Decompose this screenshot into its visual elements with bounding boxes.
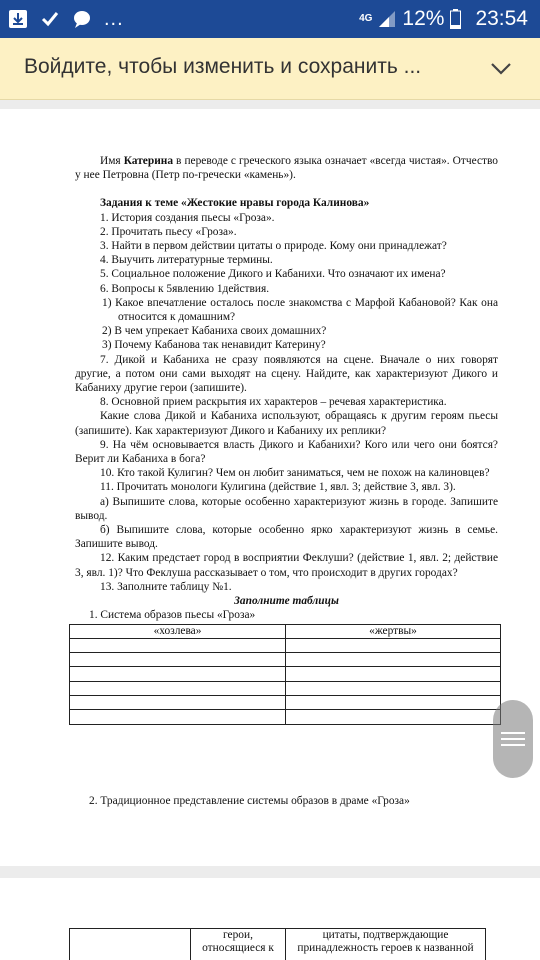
table-row bbox=[70, 667, 501, 681]
table-row bbox=[70, 695, 501, 709]
intro-bold-name: Катерина bbox=[123, 155, 174, 167]
question-5: 5. Социальное положение Дикого и Кабанихи. Что означают их имена? bbox=[100, 268, 446, 281]
table-row bbox=[70, 929, 486, 960]
signal-icon bbox=[378, 10, 396, 28]
table-row bbox=[70, 681, 501, 695]
sign-in-banner[interactable] bbox=[0, 38, 540, 100]
sign-in-message[interactable]: Войдите, чтобы изменить и сохранить ... bbox=[24, 55, 422, 78]
table-header-row bbox=[70, 624, 501, 638]
question-13: 13. Заполните таблицу №1. bbox=[100, 580, 232, 593]
document-content bbox=[75, 154, 498, 725]
question-9: 9. На чём основывается власть Дикого и Кабанихи? Кого или чего они боятся? Верит ли Кабаниха в бога? bbox=[75, 438, 498, 466]
table-2-caption: 2. Традиционное представление системы образов в драме «Гроза» bbox=[89, 795, 410, 807]
question-11a: а) Выпишите слова, которые особенно характеризуют жизнь в городе. Запишите вывод. bbox=[75, 495, 498, 522]
question-8: 8. Основной прием раскрытия их характеров – речевая характеристика. bbox=[100, 396, 447, 409]
notification-icons bbox=[8, 7, 124, 31]
scroll-handle[interactable] bbox=[493, 700, 533, 778]
question-12: 12. Каким предстает город в восприятии Феклуши? (действие 1, явл. 2; действие 3, явл. 1)? Что Феклуша рассказывает о том, что происходит в других городах? bbox=[75, 552, 498, 579]
question-6-1: 1) Какое впечатление осталось после знакомства с Марфой Кабановой? Как она относится к домашним? bbox=[102, 296, 498, 324]
system-table bbox=[69, 928, 486, 960]
question-6-3: 3) Почему Кабанова так ненавидит Катерину? bbox=[102, 339, 326, 352]
question-11: 11. Прочитать монологи Кулигина (действие 1, явл. 3; действие 3, явл. 3). bbox=[100, 481, 456, 494]
intro-paragraph bbox=[75, 154, 498, 182]
intro-text-rest: в переводе с греческого языка означает «всегда чистая». Отчество у нее Петровна (Петр по-гречески «камень»). bbox=[75, 155, 498, 182]
clock: 23:54 bbox=[475, 7, 528, 30]
question-6-2: 2) В чем упрекает Кабаниха своих домашних? bbox=[102, 325, 327, 338]
question-3: 3. Найти в первом действии цитаты о природе. Кому они принадлежат? bbox=[100, 240, 447, 253]
document-page bbox=[0, 109, 540, 866]
more-notifications: ... bbox=[104, 8, 124, 30]
characters-table bbox=[69, 624, 501, 725]
network-type: 4G bbox=[359, 13, 373, 24]
chevron-down-icon[interactable] bbox=[490, 62, 512, 76]
tasks-heading bbox=[75, 196, 498, 210]
table-1-caption: 1. Система образов пьесы «Гроза» bbox=[89, 609, 256, 622]
question-2: 2. Прочитать пьесу «Гроза». bbox=[100, 225, 237, 238]
chat-icon bbox=[72, 9, 92, 29]
battery-icon bbox=[450, 9, 461, 29]
table-row bbox=[70, 710, 501, 724]
question-1: 1. История создания пьесы «Гроза». bbox=[100, 211, 275, 224]
table-header-cell: герои, относящиеся к bbox=[191, 929, 286, 960]
question-10: 10. Кто такой Кулигин? Чем он любит заниматься, чем не похож на калиновцев? bbox=[100, 467, 490, 480]
status-indicators bbox=[359, 6, 528, 32]
tasks-heading-text: Задания к теме «Жестокие нравы города Калинова» bbox=[100, 197, 370, 210]
check-icon bbox=[40, 9, 60, 29]
table-header-cell: «жертвы» bbox=[286, 624, 501, 638]
document-page-2 bbox=[0, 878, 540, 960]
intro-text: Имя bbox=[100, 155, 124, 167]
status-bar bbox=[0, 0, 540, 38]
table-row bbox=[70, 638, 501, 652]
table-header-cell: «хозлева» bbox=[70, 624, 286, 638]
battery-percent: 12% bbox=[402, 7, 445, 30]
question-8b: Какие слова Дикой и Кабаниха используют, обращаясь к другим героям пьесы (запишите). Как характеризуют Дикого и Кабаниху их реплики? bbox=[75, 410, 498, 437]
question-11b: б) Выпишите слова, которые особенно ярко характеризуют жизнь в семье. Запишите вывод. bbox=[75, 524, 498, 551]
table-title: Заполните таблицы bbox=[234, 595, 339, 608]
question-4: 4. Выучить литературные термины. bbox=[100, 254, 273, 267]
question-6: 6. Вопросы к 5явлению 1действия. bbox=[100, 282, 270, 295]
table-header-cell: цитаты, подтверждающие принадлежность героев к названной bbox=[286, 929, 486, 960]
download-icon bbox=[8, 9, 28, 29]
table-row bbox=[70, 653, 501, 667]
table-cell bbox=[70, 929, 191, 960]
question-7: 7. Дикой и Кабаниха не сразу появляются на сцене. Вначале о них говорят другие, а потом они сами выходят на сцену. Найдите, как характеризуют Дикого и Кабаниху другие герои (запишите). bbox=[75, 353, 498, 395]
